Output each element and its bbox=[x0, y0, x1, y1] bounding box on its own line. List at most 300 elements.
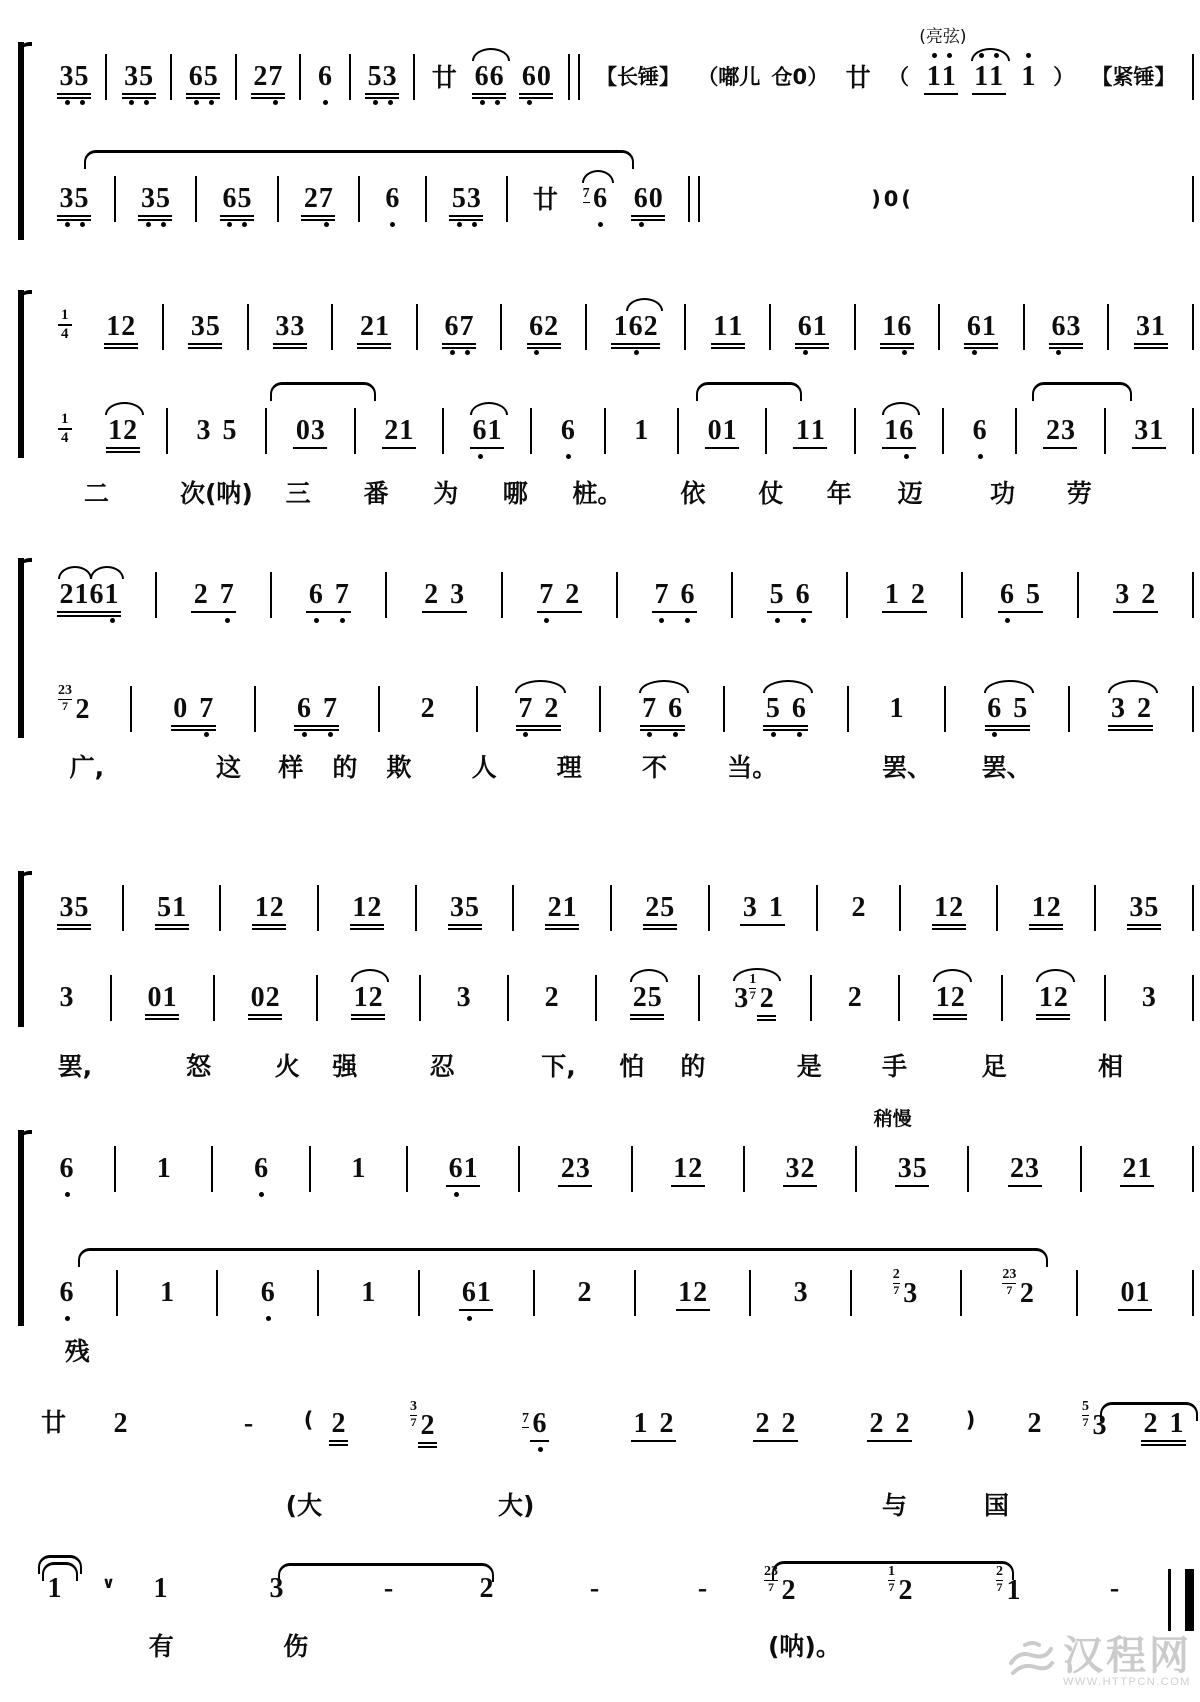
lyric: 罢、 bbox=[981, 753, 1032, 782]
note-cell: 6 1 bbox=[797, 311, 827, 342]
lyric: 三 bbox=[285, 479, 311, 508]
barline bbox=[749, 1270, 751, 1316]
note-cell: 23 7 2 bbox=[764, 1564, 796, 1606]
spacer bbox=[724, 199, 844, 200]
system-bracket bbox=[18, 290, 34, 458]
barline bbox=[1077, 572, 1079, 618]
barline bbox=[235, 54, 237, 100]
note-cell: 6 5 bbox=[222, 183, 252, 214]
spacer bbox=[938, 199, 1168, 200]
barline bbox=[507, 975, 509, 1021]
lyric: 二 bbox=[84, 479, 110, 508]
barline bbox=[1192, 1146, 1194, 1192]
slur-arc bbox=[90, 566, 124, 579]
time-signature: 1 4 bbox=[58, 412, 72, 446]
note-cell: 6 bbox=[318, 61, 332, 92]
note-cell: 1 6 bbox=[882, 311, 912, 342]
lyric: 残 bbox=[64, 1337, 90, 1366]
slur-arc bbox=[933, 969, 972, 982]
barline bbox=[415, 885, 417, 931]
note-cell: 3 1 bbox=[1134, 415, 1164, 446]
lyric: 相 bbox=[1098, 1052, 1124, 1081]
slur-arc bbox=[626, 298, 663, 311]
percussion-text: ( bbox=[303, 1408, 314, 1432]
barline bbox=[116, 1270, 118, 1316]
note-cell: 3 bbox=[269, 1573, 284, 1604]
notation-line bbox=[58, 1262, 1194, 1324]
grace-notes: 1 7 bbox=[749, 972, 757, 1003]
barline bbox=[316, 975, 318, 1021]
lyric: (大 bbox=[285, 1491, 323, 1520]
slur-arc bbox=[351, 969, 390, 982]
note-cell: 3 bbox=[1141, 982, 1156, 1013]
lyric: 人 bbox=[471, 753, 497, 782]
note-cell: 3 5 bbox=[190, 311, 220, 342]
note-cell: 2 5 bbox=[631, 984, 663, 1012]
barline bbox=[944, 686, 946, 732]
barline bbox=[506, 176, 508, 222]
note-cell: 7 6 bbox=[654, 579, 695, 610]
note-cell: 7 6 bbox=[522, 1408, 547, 1439]
barline bbox=[1104, 408, 1106, 454]
barline bbox=[211, 1146, 213, 1192]
barline bbox=[765, 408, 767, 454]
barline bbox=[270, 572, 272, 618]
lyric: 劳 bbox=[1066, 479, 1092, 508]
note-cell: 5 6 bbox=[769, 579, 810, 610]
barline bbox=[130, 686, 132, 732]
note-cell: 1 bbox=[889, 693, 904, 724]
note-cell: 2 bbox=[1027, 1408, 1042, 1439]
barline bbox=[170, 54, 172, 100]
percussion-text: 【 紧 锤 】 bbox=[1091, 64, 1176, 89]
lyric: 罢、 bbox=[882, 753, 933, 782]
barline bbox=[195, 176, 197, 222]
barline bbox=[317, 1270, 319, 1316]
barline bbox=[854, 304, 856, 350]
note-cell: - bbox=[1109, 1573, 1120, 1604]
slur-arc bbox=[763, 680, 813, 693]
percussion-text: ) bbox=[965, 1408, 976, 1432]
time-signature: 1 4 bbox=[58, 308, 72, 342]
note-cell: 3 2 bbox=[1115, 579, 1156, 610]
note-cell: 3 5 bbox=[59, 892, 89, 923]
notation-line bbox=[58, 168, 1194, 230]
system-6 bbox=[0, 1398, 1200, 1538]
lyric: 大) bbox=[498, 1491, 535, 1520]
grace-notes: 23 7 bbox=[1002, 1267, 1017, 1298]
note-cell: 0 1 bbox=[1120, 1277, 1150, 1308]
barline bbox=[604, 408, 606, 454]
slur-arc bbox=[630, 969, 669, 982]
note-cell: 2 bbox=[113, 1408, 128, 1439]
barline bbox=[512, 885, 514, 931]
barline bbox=[899, 885, 901, 931]
note-cell: 2 bbox=[847, 982, 862, 1013]
note-cell: 3 bbox=[456, 982, 471, 1013]
note-cell: 6 7 bbox=[308, 579, 349, 610]
note-cell: 6 2 bbox=[529, 311, 559, 342]
slur-arc bbox=[105, 402, 144, 415]
note-cell: 7 2 bbox=[539, 579, 580, 610]
note-cell: 0 7 bbox=[173, 693, 214, 724]
barline bbox=[1192, 885, 1194, 931]
note-cell: 0 3 bbox=[295, 415, 325, 446]
note-cell: 2 1 bbox=[359, 311, 389, 342]
barline bbox=[677, 408, 679, 454]
grace-notes: 3 7 bbox=[410, 1399, 417, 1429]
final-barline bbox=[1168, 1569, 1194, 1631]
note-cell: 3 5 bbox=[59, 61, 89, 92]
watermark-url: WWW.HTTPCN.COM bbox=[1063, 1675, 1191, 1688]
note-cell: 6 5 bbox=[188, 61, 218, 92]
note-cell: 0 2 bbox=[250, 982, 280, 1013]
note-cell: 6 0 bbox=[633, 183, 663, 214]
lyric: 火 bbox=[274, 1052, 300, 1081]
grace-notes: 1 7 bbox=[888, 1564, 895, 1594]
note-cell: 1 bbox=[351, 1153, 366, 1184]
barline bbox=[385, 572, 387, 618]
lyric: 与 bbox=[882, 1491, 908, 1520]
lyric: 广, bbox=[69, 753, 105, 782]
barline bbox=[723, 686, 725, 732]
note-cell: - bbox=[243, 1408, 254, 1439]
system-bracket bbox=[18, 871, 34, 1027]
barline bbox=[684, 304, 686, 350]
barline bbox=[855, 1146, 857, 1192]
note-cell: 1 2 bbox=[673, 1153, 703, 1184]
lyric: 迈 bbox=[897, 479, 923, 508]
barline bbox=[960, 1270, 962, 1316]
watermark-brand: 汉程网 bbox=[1063, 1632, 1192, 1679]
system-bracket bbox=[18, 42, 34, 240]
note-cell: 1 2 bbox=[352, 892, 382, 923]
barline bbox=[1094, 885, 1096, 931]
slur-arc bbox=[515, 680, 565, 693]
lyric: 怒 bbox=[186, 1052, 212, 1081]
barline bbox=[413, 54, 415, 100]
note-cell: 6 bbox=[59, 1153, 74, 1184]
slur-arc bbox=[882, 402, 921, 415]
notation-line bbox=[58, 564, 1194, 626]
barline bbox=[110, 975, 112, 1021]
note-cell: 2 bbox=[479, 1573, 494, 1604]
note-cell: ∨ bbox=[102, 1573, 115, 1592]
barline bbox=[155, 572, 157, 618]
note-cell: 3 bbox=[59, 982, 74, 1013]
note-cell: 1 6 bbox=[883, 417, 915, 445]
barline bbox=[1076, 1270, 1078, 1316]
barline bbox=[416, 304, 418, 350]
note-cell bbox=[58, 307, 80, 344]
note-cell: 5 6 bbox=[764, 695, 807, 723]
lyric: 有 bbox=[148, 1632, 174, 1661]
note-cell: 1 2 bbox=[254, 892, 284, 923]
percussion-text: （ 嘟 儿 仓 0 ） bbox=[697, 64, 829, 89]
note-cell: 1 2 bbox=[1037, 984, 1069, 1012]
slur-arc bbox=[733, 968, 781, 981]
note-cell: 2 1 6 1 bbox=[58, 581, 120, 609]
barline bbox=[114, 176, 116, 222]
note-cell: 6 bbox=[59, 1277, 74, 1308]
note-cell: 0 1 bbox=[147, 982, 177, 1013]
double-barline bbox=[568, 54, 580, 100]
notation-line bbox=[58, 967, 1194, 1029]
lyric: 哪 bbox=[502, 479, 528, 508]
note-cell: 廿 bbox=[845, 62, 871, 92]
note-cell bbox=[58, 411, 80, 448]
grace-notes: 7 bbox=[522, 1411, 529, 1426]
grace-notes: 7 bbox=[582, 186, 590, 201]
note-cell: 1 bbox=[153, 1573, 168, 1604]
lyric: 罢, bbox=[57, 1052, 93, 1081]
barline bbox=[961, 572, 963, 618]
barline bbox=[1023, 304, 1025, 350]
note-cell: 2 bbox=[331, 1408, 346, 1439]
barline bbox=[1192, 54, 1194, 100]
note-cell: 5 3 bbox=[367, 61, 397, 92]
slur-arc bbox=[470, 402, 509, 415]
barline bbox=[1001, 975, 1003, 1021]
note-cell: 3 1 bbox=[742, 892, 783, 923]
note-cell: 3 5 bbox=[1129, 892, 1159, 923]
barline bbox=[254, 686, 256, 732]
note-cell: 2 3 bbox=[560, 1153, 590, 1184]
notation-line bbox=[58, 296, 1194, 358]
note-cell: 3 5 bbox=[124, 61, 154, 92]
note-cell: 5 1 bbox=[157, 892, 187, 923]
lyric: 强 bbox=[332, 1052, 358, 1081]
barline bbox=[1192, 975, 1194, 1021]
note-cell: 6 0 bbox=[521, 61, 551, 92]
barline bbox=[476, 686, 478, 732]
note-cell: 1 1 bbox=[973, 63, 1005, 91]
percussion-text: ） bbox=[1053, 64, 1075, 89]
note-cell: 2 bbox=[544, 982, 559, 1013]
percussion-text: ) 0 ( bbox=[871, 186, 911, 211]
slur-arc bbox=[1108, 680, 1158, 693]
note-cell: 1 2 bbox=[106, 311, 136, 342]
system-1 bbox=[0, 28, 1200, 258]
barline bbox=[616, 572, 618, 618]
grace-notes: 5 7 bbox=[1082, 1399, 1089, 1429]
note-cell: 2 bbox=[420, 693, 435, 724]
barline bbox=[425, 176, 427, 222]
note-cell: 7 6 bbox=[641, 695, 684, 723]
note-cell: 6 1 bbox=[448, 1153, 478, 1184]
system-7 bbox=[0, 1545, 1200, 1685]
barline bbox=[317, 885, 319, 931]
note-cell: 2 1 bbox=[547, 892, 577, 923]
note-cell: 3 1 bbox=[1136, 311, 1166, 342]
lyric: 年 bbox=[826, 479, 852, 508]
slur-arc bbox=[582, 170, 614, 183]
note-cell: 3 bbox=[793, 1277, 808, 1308]
lyric: 欺 bbox=[386, 753, 412, 782]
note-cell: 廿 bbox=[41, 1408, 67, 1437]
barline bbox=[1107, 304, 1109, 350]
barline bbox=[530, 408, 532, 454]
grace-notes: 2 7 bbox=[892, 1267, 900, 1298]
system-bracket bbox=[18, 1130, 34, 1326]
lyric: 当。 bbox=[727, 753, 778, 782]
barline bbox=[938, 304, 940, 350]
barline bbox=[166, 408, 168, 454]
barline bbox=[406, 1146, 408, 1192]
lyric: 伤 bbox=[283, 1632, 309, 1661]
note-cell: 6 5 bbox=[986, 695, 1029, 723]
note-cell: 1 1 bbox=[713, 311, 743, 342]
barline bbox=[299, 54, 301, 100]
note-cell: 5 3 bbox=[451, 183, 481, 214]
note-cell: 廿 bbox=[431, 62, 457, 92]
system-bracket bbox=[18, 558, 34, 738]
barline bbox=[743, 1146, 745, 1192]
note-cell: 6 7 bbox=[444, 311, 474, 342]
barline bbox=[501, 572, 503, 618]
lyric: 番 bbox=[363, 479, 389, 508]
note-cell: 2 7 bbox=[253, 61, 283, 92]
barline bbox=[1192, 1270, 1194, 1316]
grace-notes: 23 7 bbox=[764, 1564, 778, 1594]
note-cell: 3 7 2 bbox=[410, 1399, 435, 1441]
note-cell: 1 2 bbox=[884, 579, 925, 610]
barline bbox=[1192, 408, 1194, 454]
barline bbox=[122, 885, 124, 931]
note-cell: 1 2 bbox=[678, 1277, 708, 1308]
note-cell: 1 2 bbox=[1031, 892, 1061, 923]
note-cell: 1 2 bbox=[633, 1408, 674, 1439]
note-cell: 5 7 3 bbox=[1082, 1399, 1107, 1441]
note-cell: 0 1 bbox=[707, 415, 737, 446]
barline bbox=[265, 408, 267, 454]
note-cell: 2 7 1 bbox=[996, 1564, 1021, 1606]
tempo-marking: 稍慢 bbox=[873, 1108, 912, 1130]
barline bbox=[769, 304, 771, 350]
system-4 bbox=[0, 855, 1200, 1105]
barline bbox=[162, 304, 164, 350]
barline bbox=[309, 1146, 311, 1192]
barline bbox=[500, 304, 502, 350]
note-cell: 3 5 bbox=[897, 1153, 927, 1184]
note-cell: 1 bbox=[1021, 61, 1036, 92]
barline bbox=[1068, 686, 1070, 732]
grace-notes: 2 7 bbox=[996, 1564, 1003, 1594]
barline bbox=[1080, 1146, 1082, 1192]
lyric: 次(呐) bbox=[180, 479, 253, 508]
barline bbox=[518, 1146, 520, 1192]
lyric: 手 bbox=[882, 1052, 908, 1081]
barline bbox=[1015, 408, 1017, 454]
barline bbox=[533, 1270, 535, 1316]
lyric: 理 bbox=[556, 753, 582, 782]
note-cell: 7 2 bbox=[517, 695, 560, 723]
notation-line bbox=[58, 877, 1194, 939]
notation-line bbox=[0, 1564, 1200, 1637]
lyric: 不 bbox=[642, 753, 668, 782]
lyric: 下, bbox=[541, 1052, 576, 1081]
note-cell: 2 7 bbox=[193, 579, 234, 610]
barline bbox=[942, 408, 944, 454]
barline bbox=[847, 686, 849, 732]
note-cell: - bbox=[589, 1573, 600, 1604]
system-5 bbox=[0, 1100, 1200, 1366]
note-cell: 1 2 bbox=[107, 417, 139, 445]
note-cell: 6 3 bbox=[1051, 311, 1081, 342]
slur bbox=[1032, 382, 1132, 401]
note-cell: 2 1 bbox=[1122, 1153, 1152, 1184]
note-cell: 6 1 bbox=[461, 1277, 491, 1308]
notation-line bbox=[0, 1399, 1200, 1472]
note-cell: 1 bbox=[47, 1573, 62, 1604]
barline bbox=[708, 885, 710, 931]
note-cell: 1 bbox=[361, 1277, 376, 1308]
barline bbox=[610, 885, 612, 931]
note-cell: 6 1 bbox=[471, 417, 503, 445]
lyric: 依 bbox=[680, 479, 706, 508]
note-cell: 1 2 bbox=[934, 984, 966, 1012]
barline bbox=[698, 975, 700, 1021]
barline bbox=[1192, 572, 1194, 618]
note-cell: 1 2 bbox=[352, 984, 384, 1012]
barline bbox=[731, 572, 733, 618]
note-cell: 6 5 bbox=[1000, 579, 1040, 610]
barline bbox=[599, 686, 601, 732]
note-cell: 1 bbox=[634, 415, 649, 446]
note-cell: 2 3 bbox=[424, 579, 465, 610]
barline bbox=[585, 304, 587, 350]
barline bbox=[105, 54, 107, 100]
note-cell: 1 bbox=[160, 1277, 175, 1308]
note-cell: 3 1 7 2 bbox=[734, 983, 775, 1013]
barline bbox=[1192, 686, 1194, 732]
slur bbox=[270, 382, 376, 401]
grace-notes: 23 7 bbox=[58, 683, 72, 714]
note-cell: 2 2 bbox=[869, 1408, 910, 1439]
barline bbox=[378, 686, 380, 732]
barline bbox=[354, 408, 356, 454]
system-3 bbox=[0, 548, 1200, 798]
barline bbox=[331, 304, 333, 350]
note-cell: 1 1 bbox=[795, 415, 825, 446]
barline bbox=[1192, 304, 1194, 350]
barline bbox=[1104, 975, 1106, 1021]
note-cell: 3 2 bbox=[1109, 695, 1152, 723]
note-cell: 6 bbox=[560, 415, 575, 446]
string-annotation: (亮弦) bbox=[919, 27, 967, 47]
note-cell: 6 6 bbox=[473, 63, 505, 91]
barline bbox=[898, 975, 900, 1021]
barline bbox=[419, 975, 421, 1021]
slur-arc bbox=[971, 48, 1010, 61]
note-cell: 3 5 bbox=[450, 892, 479, 923]
slur-arc bbox=[58, 566, 92, 579]
note-cell: 2 7 3 bbox=[892, 1267, 918, 1309]
barline bbox=[996, 885, 998, 931]
barline bbox=[816, 885, 818, 931]
lyric: 的 bbox=[680, 1052, 706, 1081]
note-cell: 2 bbox=[851, 892, 866, 923]
note-cell: 2 7 bbox=[303, 183, 333, 214]
note-cell: 23 7 2 bbox=[58, 683, 90, 725]
barline bbox=[595, 975, 597, 1021]
note-cell: 2 3 bbox=[1045, 415, 1075, 446]
note-cell: 3 2 bbox=[785, 1153, 815, 1184]
slur-arc bbox=[639, 680, 689, 693]
note-cell: 6 bbox=[260, 1277, 275, 1308]
note-cell: (亮弦) 1 1 bbox=[919, 27, 967, 92]
barline bbox=[442, 408, 444, 454]
